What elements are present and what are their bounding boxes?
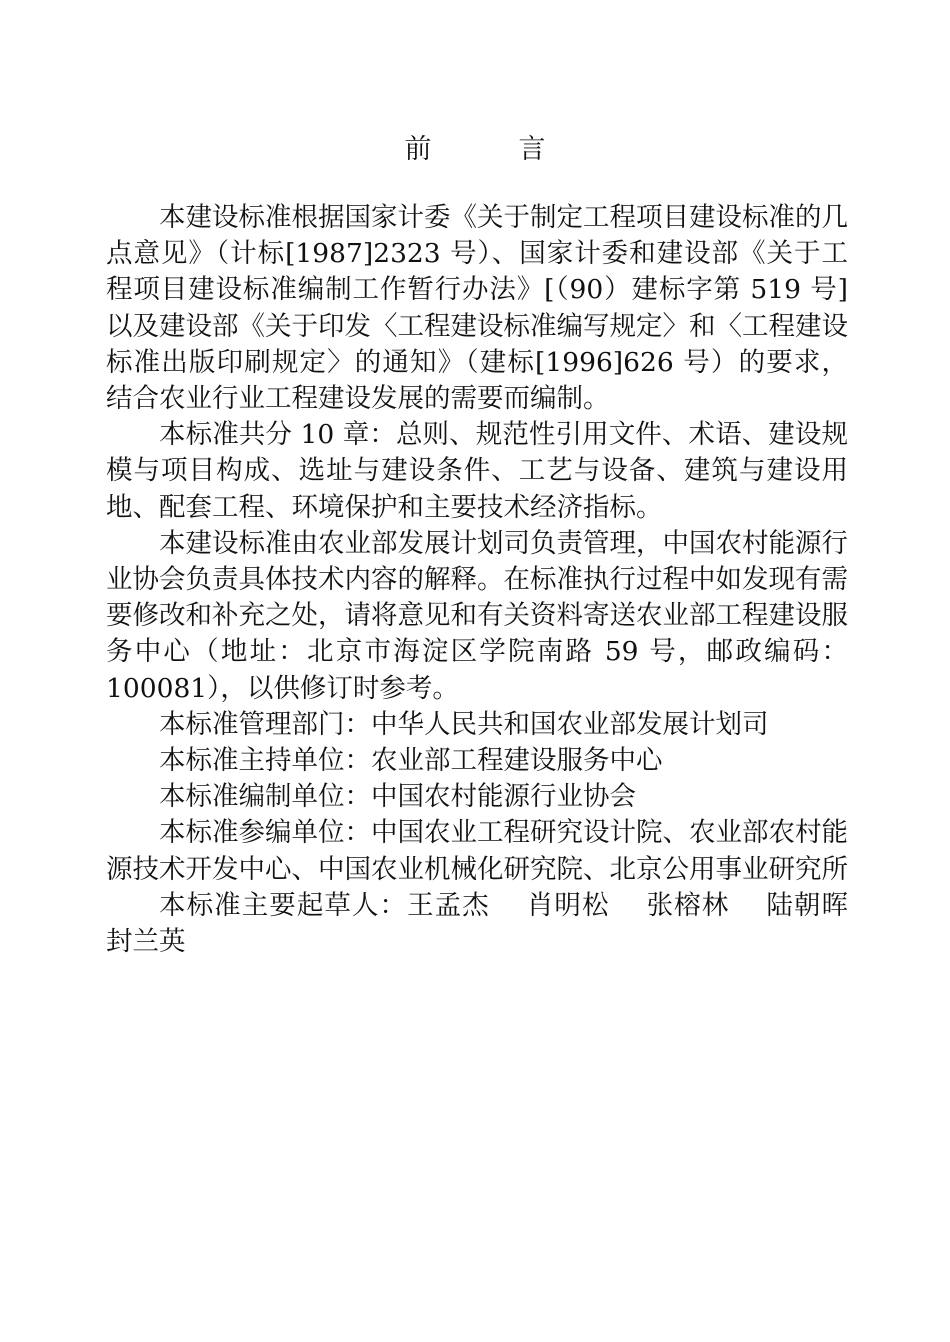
- paragraph-drafters: 本标准主要起草人：王孟杰 肖明松 张榕林 陆朝晖 封兰英: [106, 889, 883, 958]
- paragraph-editing-unit: 本标准编制单位：中国农村能源行业协会: [159, 781, 636, 813]
- page-title: 前 言: [404, 134, 576, 165]
- paragraph-basis: 本建设标准根据国家计委《关于制定工程项目建设标准的几点意见》（计标[1987]2323 号）、国家计委和建设部《关于工程项目建设标准编制工作暂行办法》[（90）建标字第 519 号]以及建设部《关于印发〈工程建设标准编写规定〉和〈工程建设标准出版印刷规定〉的通知》（建标[1996]626 号）的要求，结合农业行业工程建设发展的需要而编制。: [106, 202, 848, 415]
- paragraph-host-unit: 本标准主持单位：农业部工程建设服务中心: [159, 745, 663, 777]
- paragraph-management: 本建设标准由农业部发展计划司负责管理，中国农村能源行业协会负责具体技术内容的解释。在标准执行过程中如发现有需要修改和补充之处，请将意见和有关资料寄送农业部工程建设服务中心（地址：北京市海淀区学院南路 59 号，邮政编码：100081），以供修订时参考。: [106, 527, 848, 704]
- paragraph-participating-units: 本标准参编单位：中国农业工程研究设计院、农业部农村能源技术开发中心、中国农业机械化研究院、北京公用事业研究所: [106, 817, 848, 885]
- paragraph-chapters: 本标准共分 10 章：总则、规范性引用文件、术语、建设规模与项目构成、选址与建设条件、工艺与设备、建筑与建设用地、配套工程、环境保护和主要技术经济指标。: [106, 419, 848, 523]
- document-body: [106, 200, 883, 960]
- paragraph-managing-dept: 本标准管理部门：中华人民共和国农业部发展计划司: [159, 708, 769, 740]
